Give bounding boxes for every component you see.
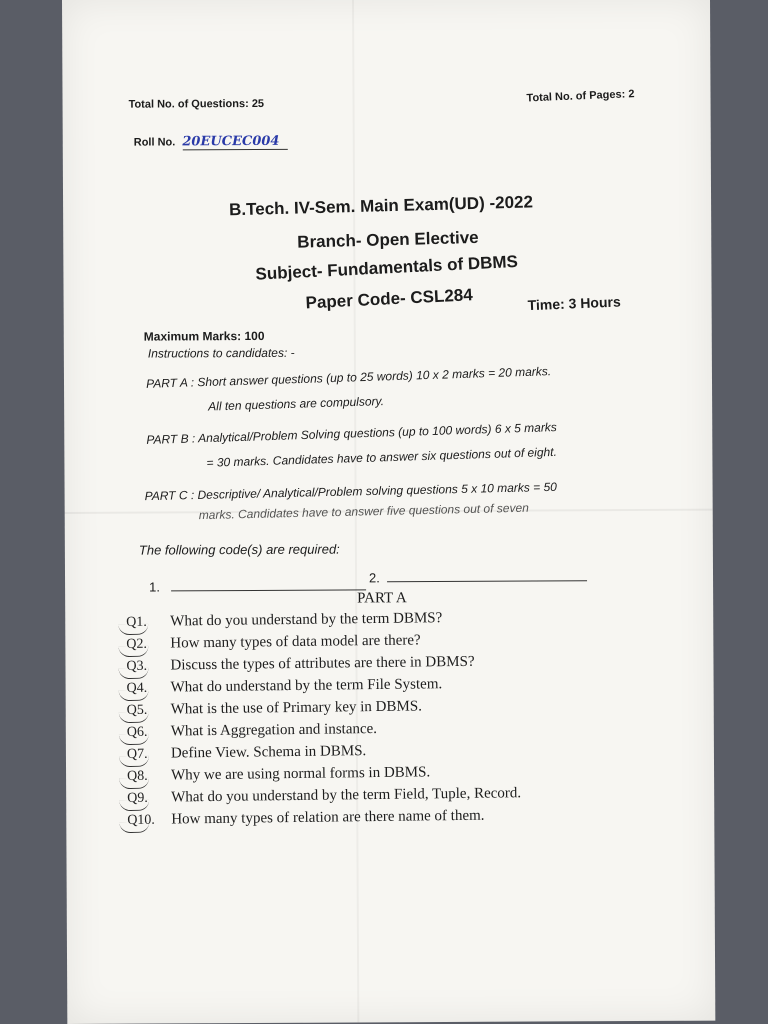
roll-no-value: 20EUCEC004 xyxy=(182,134,287,151)
part-a-instruction-1 xyxy=(146,364,551,391)
question-number: Q6. xyxy=(126,724,148,741)
question-text: What do you understand by the term DBMS? xyxy=(170,610,443,630)
part-c-instruction-2: marks. Candidates have to answer five questions out of seven xyxy=(198,500,529,523)
part-a-label: PART A : xyxy=(145,375,195,391)
question-list xyxy=(126,611,521,833)
question-text: What do understand by the term File System. xyxy=(170,676,443,696)
part-a-text: Short answer questions (up to 25 words) 10 x 2 marks = 20 marks. xyxy=(197,364,552,390)
exam-title: B.Tech. IV-Sem. Main Exam(UD) -2022 xyxy=(228,192,534,220)
code-item-1 xyxy=(149,578,367,594)
part-a-instruction-2: All ten questions are compulsory. xyxy=(207,394,385,414)
code-item-2-blank xyxy=(388,580,588,582)
part-b-text: Analytical/Problem Solving questions (up to 100 words) 6 x 5 marks xyxy=(197,420,558,446)
check-mark-icon xyxy=(119,822,149,833)
check-mark-icon xyxy=(119,800,149,811)
part-c-instruction-1 xyxy=(144,480,557,503)
branch-title: Branch- Open Elective xyxy=(297,227,479,252)
paper-code: Paper Code- CSL284 xyxy=(305,285,474,313)
code-item-1-number: 1. xyxy=(149,579,160,595)
instructions-heading: Instructions to candidates: - xyxy=(147,345,295,361)
part-b-instruction-2: = 30 marks. Candidates have to answer six questions out of eight. xyxy=(206,444,558,470)
check-mark-icon xyxy=(118,668,148,679)
question-number: Q1. xyxy=(126,614,147,631)
check-mark-icon xyxy=(119,778,149,789)
check-mark-icon xyxy=(119,712,149,723)
check-mark-icon xyxy=(119,690,149,701)
check-mark-icon xyxy=(119,756,149,767)
total-questions-label: Total No. of Questions: xyxy=(128,98,249,111)
question-number: Q4. xyxy=(126,680,148,697)
question-number: Q10. xyxy=(127,812,155,829)
max-marks: Maximum Marks: 100 xyxy=(143,328,265,344)
question-text: How many types of relation are there name of them. xyxy=(171,807,485,828)
check-mark-icon xyxy=(118,624,148,635)
roll-no xyxy=(134,134,288,151)
question-number: Q8. xyxy=(126,768,148,785)
part-c-text: Descriptive/ Analytical/Problem solving questions 5 x 10 marks = 50 xyxy=(197,479,557,502)
question-text: How many types of data model are there? xyxy=(170,632,421,652)
codes-heading: The following code(s) are required: xyxy=(138,541,340,558)
part-b-label: PART B : xyxy=(146,431,196,447)
question-number: Q5. xyxy=(126,702,148,719)
question-text: Define View. Schema in DBMS. xyxy=(170,743,367,762)
question-text: Discuss the types of attributes are there in DBMS? xyxy=(170,653,475,674)
question-number: Q7. xyxy=(126,746,148,763)
question-number: Q2. xyxy=(126,636,148,653)
code-item-2 xyxy=(369,569,588,585)
total-pages xyxy=(526,88,634,104)
question-row xyxy=(127,807,521,834)
question-text: Why we are using normal forms in DBMS. xyxy=(170,764,431,784)
exam-paper xyxy=(62,0,715,1024)
check-mark-icon xyxy=(118,646,148,657)
part-c-label: PART C : xyxy=(144,488,195,504)
exam-time: Time: 3 Hours xyxy=(527,293,621,314)
total-questions-value: 25 xyxy=(251,97,265,111)
total-questions xyxy=(129,98,265,111)
question-text: What is the use of Primary key in DBMS. xyxy=(170,698,423,718)
question-text: What is Aggregation and instance. xyxy=(170,720,378,740)
roll-no-label: Roll No. xyxy=(133,136,176,149)
question-number: Q9. xyxy=(127,790,148,807)
subject-title: Subject- Fundamentals of DBMS xyxy=(255,251,519,284)
question-text: What do you understand by the term Field, Tuple, Record. xyxy=(171,785,522,806)
code-item-2-number: 2. xyxy=(368,570,380,586)
total-pages-value: 2 xyxy=(628,88,635,101)
question-number: Q3. xyxy=(126,658,148,675)
check-mark-icon xyxy=(119,734,149,745)
total-pages-label: Total No. of Pages: xyxy=(526,88,626,105)
code-item-1-blank xyxy=(172,589,367,591)
part-b-instruction-1 xyxy=(146,420,557,447)
part-a-heading: PART A xyxy=(357,590,407,607)
